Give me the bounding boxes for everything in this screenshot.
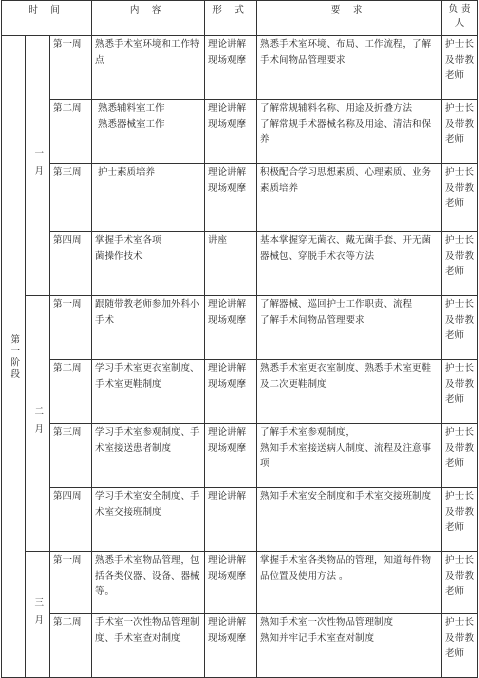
content-cell: 掌握手术室各项 菌操作技术 <box>92 232 205 296</box>
table-row <box>2 164 478 232</box>
week-cell: 第二周 <box>50 360 92 424</box>
table-row <box>2 488 478 552</box>
format-cell: 理论讲解现场观摩 <box>205 296 257 360</box>
training-plan-table <box>1 0 478 678</box>
header-responsible: 负 责 人 <box>442 1 478 36</box>
table-row <box>2 296 478 360</box>
content-cell: 跟随带教老师参加外科小手术 <box>92 296 205 360</box>
format-cell: 理论讲解现场观摩 <box>205 100 257 164</box>
month-label: 一月 <box>26 36 50 296</box>
format-cell: 理论讲解 <box>205 488 257 552</box>
responsible-cell: 护士长及带教老师 <box>442 360 478 424</box>
responsible-cell: 护士长及带教老师 <box>442 552 478 614</box>
format-cell: 理论讲解现场观摩 <box>205 424 257 488</box>
responsible-cell: 护士长及带教老师 <box>442 164 478 232</box>
table-row <box>2 360 478 424</box>
requirement-cell: 熟知手术室安全制度和手术室交接班制度 <box>257 488 442 552</box>
requirement-cell: 熟悉手术室更衣室制度、熟悉手术室更鞋及二次更鞋制度 <box>257 360 442 424</box>
content-cell: 手术室一次性物品管理制度、手术室查对制度 <box>92 614 205 678</box>
month-label: 三月 <box>26 552 50 678</box>
week-cell: 第二周 <box>50 100 92 164</box>
format-cell: 理论讲解现场观摩 <box>205 614 257 678</box>
requirement-cell: 积极配合学习思想素质、心理素质、业务素质培养 <box>257 164 442 232</box>
format-cell: 理论讲解现场观摩 <box>205 164 257 232</box>
table-row <box>2 552 478 614</box>
week-cell: 第四周 <box>50 232 92 296</box>
header-requirement: 要 求 <box>257 1 442 36</box>
content-cell: 熟悉手术室环境和工作特点 <box>92 36 205 100</box>
header-time: 时 间 <box>2 1 92 36</box>
requirement-cell: 了解常规辅料名称、用途及折叠方法 了解常规手术器械名称及用途、清洁和保养 <box>257 100 442 164</box>
requirement-cell: 基本掌握穿无菌衣、戴无菌手套、开无菌器械包、穿脱手术衣等方法 <box>257 232 442 296</box>
responsible-cell: 护士长及带教老师 <box>442 36 478 100</box>
table-row <box>2 424 478 488</box>
month-label: 二月 <box>26 296 50 552</box>
table-row <box>2 100 478 164</box>
content-cell: 学习手术室安全制度、手术室交接班制度 <box>92 488 205 552</box>
responsible-cell: 护士长及带教老师 <box>442 232 478 296</box>
week-cell: 第三周 <box>50 164 92 232</box>
week-cell: 第三周 <box>50 424 92 488</box>
header-content: 内 容 <box>92 1 205 36</box>
table-row <box>2 614 478 678</box>
content-cell: 学习手术室更衣室制度、手术室更鞋制度 <box>92 360 205 424</box>
responsible-cell: 护士长及带教老师 <box>442 424 478 488</box>
content-cell: 熟悉手术室物品管理，包括各类仪器、设备、器械等。 <box>92 552 205 614</box>
table-row <box>2 232 478 296</box>
week-cell: 第二周 <box>50 614 92 678</box>
responsible-cell: 护士长及带教老师 <box>442 614 478 678</box>
responsible-cell: 护士长及带教老师 <box>442 488 478 552</box>
format-cell: 理论讲解现场观摩 <box>205 552 257 614</box>
header-format: 形 式 <box>205 1 257 36</box>
requirement-cell: 掌握手术室各类物品的管理，知道每件物品位置及使用方法 。 <box>257 552 442 614</box>
format-cell: 理论讲解现场观摩 <box>205 36 257 100</box>
content-cell: 熟悉辅料室工作 熟悉器械室工作 <box>92 100 205 164</box>
content-cell: 学习手术室参观制度、手术室接送患者制度 <box>92 424 205 488</box>
week-cell: 第一周 <box>50 36 92 100</box>
table-row <box>2 36 478 100</box>
requirement-cell: 了解器械、巡回护士工作职责、流程 了解手术间物品管理要求 <box>257 296 442 360</box>
requirement-cell: 熟悉手术室环境、布局、工作流程，了解手术间物品管理要求 <box>257 36 442 100</box>
stage-label: 第一阶段 <box>2 36 26 678</box>
week-cell: 第一周 <box>50 552 92 614</box>
format-cell: 讲座 <box>205 232 257 296</box>
requirement-cell: 了解手术室参观制度， 熟知手术室接送病人制度、流程及注意事项 <box>257 424 442 488</box>
header-row <box>2 1 478 36</box>
week-cell: 第一周 <box>50 296 92 360</box>
week-cell: 第四周 <box>50 488 92 552</box>
content-cell: 护士素质培养 <box>92 164 205 232</box>
responsible-cell: 护士长及带教老师 <box>442 296 478 360</box>
format-cell: 理论讲解现场观摩 <box>205 360 257 424</box>
requirement-cell: 熟知手术室一次性物品管理制度 熟知并牢记手术室查对制度 <box>257 614 442 678</box>
responsible-cell: 护士长及带教老师 <box>442 100 478 164</box>
